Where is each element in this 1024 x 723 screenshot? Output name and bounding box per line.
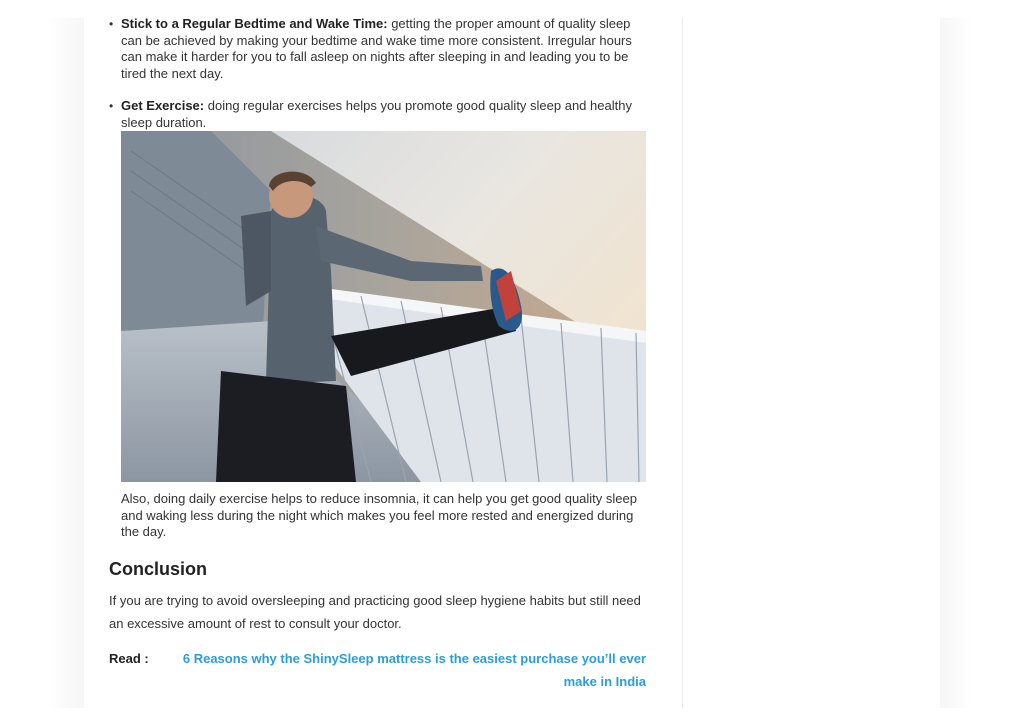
- exercise-photo: [121, 131, 646, 482]
- sidebar-divider: [682, 18, 683, 708]
- list-item: [121, 16, 646, 82]
- tip-title: Get Exercise:: [121, 98, 205, 113]
- tip-title: Stick to a Regular Bedtime and Wake Time:: [121, 16, 388, 31]
- read-more-link[interactable]: 6 Reasons why the ShinySleep mattress is the easiest purchase you’ll ever make in India: [182, 650, 646, 689]
- read-more-line: [109, 647, 646, 693]
- article-content: [109, 16, 646, 693]
- after-image-text: Also, doing daily exercise helps to reduce insomnia, it can help you get good quality sleep and waking less during the night which makes you feel more rested and energized during the day.: [121, 491, 637, 539]
- conclusion-text: If you are trying to avoid oversleeping and practicing good sleep hygiene habits but still need an excessive amount of rest to consult your doctor.: [109, 592, 641, 631]
- tip-text: getting the proper amount of quality sleep can be achieved by making your bedtime and wake time more consistent. Irregular hours can make it harder for you to fall asleep on nights after sleeping in and leading you to be tired the next day.: [121, 16, 632, 81]
- tips-list: [109, 16, 646, 482]
- page-shadow-left: [46, 18, 84, 708]
- list-item: [121, 98, 646, 482]
- tip-text: doing regular exercises helps you promote good quality sleep and healthy sleep duration.: [121, 98, 632, 130]
- page-shadow-right: [940, 18, 972, 708]
- read-prefix: Read :: [109, 650, 149, 666]
- conclusion-heading: Conclusion: [109, 558, 207, 579]
